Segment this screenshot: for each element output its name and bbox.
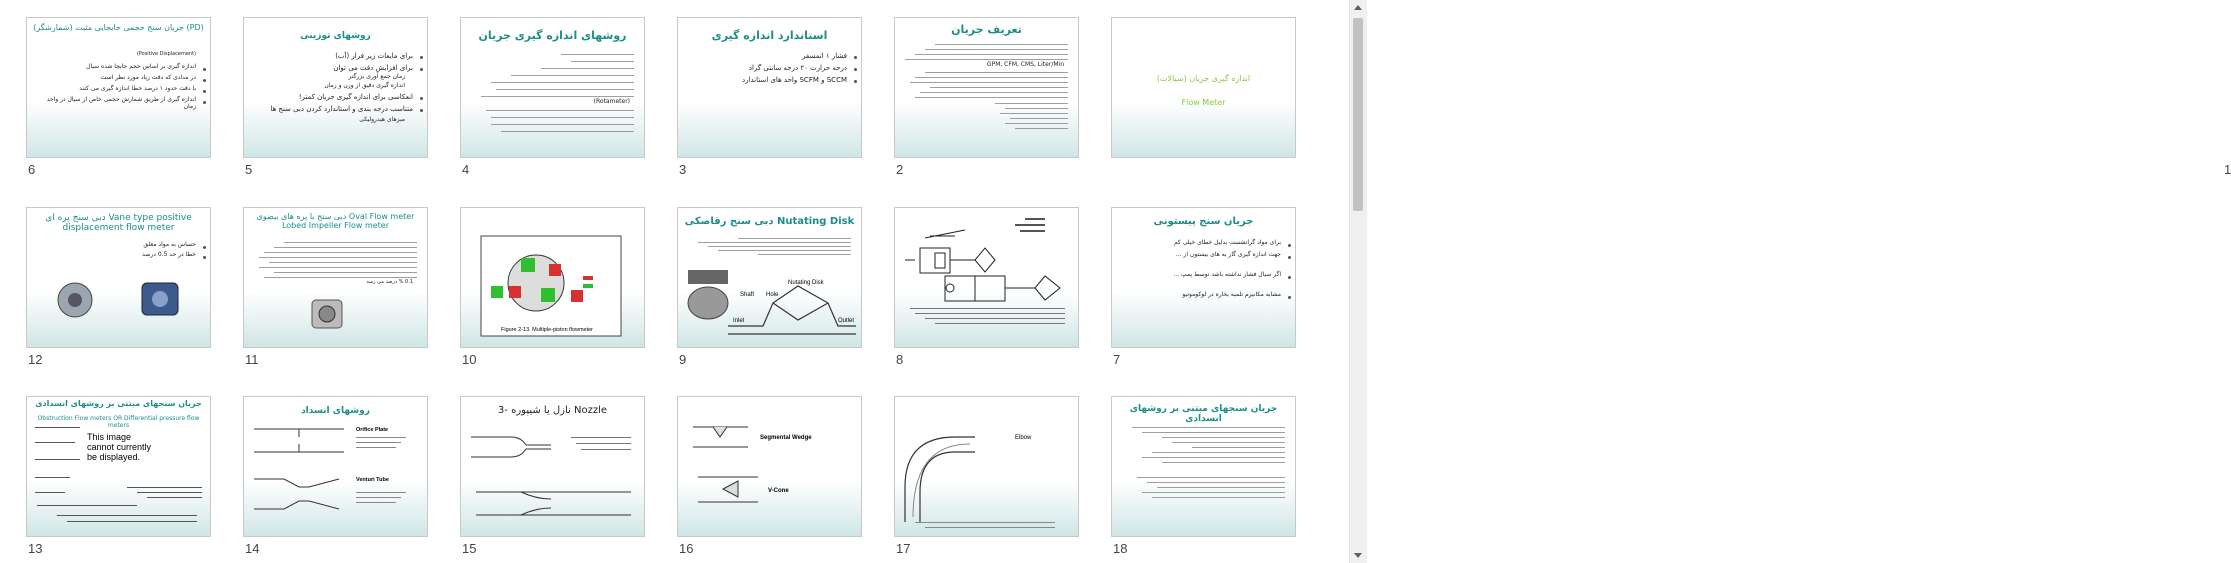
slide-thumbnail[interactable]: [1111, 396, 1296, 537]
multi-piston-diagram: [461, 208, 644, 347]
missing-image-placeholder: This image cannot currently be displayed.: [87, 432, 152, 462]
svg-text:Inlet: Inlet: [733, 318, 745, 324]
slide-title: جریان سنج حجمی جابجایی مثبت (شمارشگر) (PD): [33, 23, 204, 32]
svg-text:Nutating Disk: Nutating Disk: [788, 280, 824, 286]
piston-diagram: [895, 208, 1078, 347]
svg-text:Segmental Wedge: Segmental Wedge: [760, 435, 812, 441]
slide-number: 6: [28, 162, 36, 177]
slide-thumbnail[interactable]: دبی سنج با پره های بیضوی Oval Flow meter Lobed Impeller Flow meter 0.1 % درصد می رسد: [243, 207, 428, 348]
slide-12[interactable]: [26, 207, 211, 367]
nutating-disk-diagram: [678, 208, 861, 347]
equation-block: [27, 397, 210, 536]
svg-text:Outlet: Outlet: [838, 318, 855, 324]
slide-4[interactable]: [460, 17, 645, 177]
slide-9[interactable]: [677, 207, 862, 367]
slide-number: 13: [28, 541, 43, 556]
slide-title: 3- نازل یا شیپوره Nozzle: [497, 405, 608, 416]
slide-5[interactable]: [243, 17, 428, 177]
svg-text:Hole: Hole: [766, 292, 779, 298]
slide-number: 7: [1113, 352, 1121, 367]
svg-text:Venturi Tube: Venturi Tube: [356, 477, 389, 483]
slide-number: 10: [462, 352, 477, 367]
slide-6[interactable]: [26, 17, 211, 177]
slide-7[interactable]: [1111, 207, 1296, 367]
slide-2[interactable]: [894, 17, 1079, 177]
svg-text:V-Cone: V-Cone: [768, 488, 789, 494]
slide-title: روشهای توزینی: [300, 31, 371, 41]
slide-number: 9: [679, 352, 687, 367]
slide-number: 12: [28, 352, 43, 367]
slide-17[interactable]: [894, 396, 1079, 556]
svg-text:Figure 2-13. Multiple-piston f: Figure 2-13. Multiple-piston flowmeter: [501, 327, 594, 333]
svg-text:Shaft: Shaft: [740, 292, 755, 298]
slide-subtitle: Obstruction Flow meters OR Differential pressure flow meters: [37, 415, 200, 429]
slide-10[interactable]: [460, 207, 645, 367]
slide-title: روشهای انسداد: [301, 406, 370, 416]
slide-thumbnail[interactable]: [460, 207, 645, 348]
slide-thumbnail[interactable]: [677, 207, 862, 348]
slide-title: روشهای اندازه گیری جریان: [478, 29, 627, 42]
slide-number: 15: [462, 541, 477, 556]
slide-title: جریان سنجهای مبتنی بر روشهای انسدادی: [35, 399, 202, 408]
obstruction-diagrams: [244, 397, 427, 536]
slide-title: دبی سنج رقاصکی Nutating Disk: [684, 216, 855, 227]
slide-thumbnail[interactable]: جریان سنج پیستونی برای مواد گرانشست بدلیل خطای خیلی کم جهت اندازه گیری گاز به های بیستون از ... اگر سیال فشار نداشته باشد توسط پمپ ... مشابه مکانیزم تلمبه بخاره در لوکوموتیو: [1111, 207, 1296, 348]
slide-thumbnail[interactable]: دبی سنج پره ای Vane type positive displacement flow meter حساس به مواد معلق خطا در حد 0.5 درصد: [26, 207, 211, 348]
slide-number: 11: [245, 352, 259, 367]
slide-15[interactable]: [460, 396, 645, 556]
slide-thumbnail[interactable]: جریان سنج حجمی جابجایی مثبت (شمارشگر) (PD) (Positive Displacement) اندازه گیری بر اساس حجم جابجا شده سیال در مدادی که دقت زیاد مورد نظر است با دقت حدود ۱ درصد خطا اندازه گیری می کنند اندازه گیری از طریق شمارش حجمی خاص از سیال در واحد زمان: [26, 17, 211, 158]
slide-title: جریان سنج پیستونی: [1153, 216, 1254, 227]
slide-title: دبی سنج با پره های بیضوی Oval Flow meter Lobed Impeller Flow meter: [256, 212, 415, 230]
slide-thumbnail[interactable]: [26, 396, 211, 537]
svg-text:Elbow: Elbow: [1015, 435, 1032, 441]
slide-18[interactable]: [26, 396, 211, 556]
slide-thumbnail[interactable]: [1111, 17, 1296, 158]
slide-thumbnail[interactable]: روشهای اندازه گیری جریان (Rotameter): [460, 17, 645, 158]
elbow-meter-diagram: [895, 397, 1078, 536]
oval-meter-photo: [244, 208, 427, 347]
slide-number: 18: [1113, 541, 1128, 556]
slide-8[interactable]: [894, 207, 1079, 367]
slide-11[interactable]: [243, 207, 428, 367]
vertical-scrollbar[interactable]: [1349, 0, 1367, 563]
slide-number: 16: [679, 541, 694, 556]
slide-title: اندازه گیری جریان (سیالات): [1156, 74, 1251, 83]
slide-number: 5: [245, 162, 253, 177]
slide-subtitle: Flow Meter: [1181, 98, 1226, 107]
slide-thumbnail[interactable]: تعریف جریان GPM, CFM, CMS, Liter/Min: [894, 17, 1079, 158]
slide-14[interactable]: [243, 396, 428, 556]
nozzle-diagram: [461, 397, 644, 536]
slide-16[interactable]: [677, 396, 862, 556]
slide-number: 3: [679, 162, 687, 177]
scrollbar-thumb[interactable]: [1353, 18, 1363, 211]
slide-3[interactable]: [677, 17, 862, 177]
slide-title: استاندارد اندازه گیری: [711, 29, 828, 42]
slide-1[interactable]: [1111, 17, 2231, 177]
slide-thumbnail[interactable]: [460, 396, 645, 537]
slide-thumbnail[interactable]: [894, 207, 1079, 348]
slide-thumbnail[interactable]: استاندارد اندازه گیری فشار ۱ اتمسفر درجه حرارت ۲۰ درجه سانتی گراد SCCM و SCFM واحد های استاندارد: [677, 17, 862, 158]
slide-number: 2: [896, 162, 904, 177]
vane-meter-photos: [27, 208, 210, 347]
scroll-up-arrow-icon[interactable]: [1354, 5, 1362, 10]
slide-number: 4: [462, 162, 470, 177]
slide-title: دبی سنج پره ای Vane type positive displacement flow meter: [45, 213, 192, 233]
slide-title: تعریف جریان: [951, 23, 1022, 36]
slide-number: 8: [896, 352, 904, 367]
slide-thumbnail[interactable]: [677, 396, 862, 537]
slide-number: 1: [2224, 162, 2231, 177]
slide-number: 17: [896, 541, 911, 556]
slide-thumbnail[interactable]: [894, 396, 1079, 537]
slide-title: جریان سنجهای مبتنی بر روشهای انسدادی: [1129, 404, 1278, 424]
slide-thumbnail[interactable]: [243, 396, 428, 537]
slide-thumbnail[interactable]: روشهای توزینی برای مایعات زیر فرار (آب) برای افزایش دقت می توان زمان جمع آوری بزرگتر اندازه گیری دقیق از وزن و زمان انعکاسی برای اندازه گیری جریان کمتر! متناسب درجه بندی و استاندارد کردن دبی سنج ها مبزهای هیدرولیکی: [243, 17, 428, 158]
scroll-down-arrow-icon[interactable]: [1354, 553, 1362, 558]
slide-13[interactable]: [1111, 396, 1296, 556]
wedge-vcone-diagram: [678, 397, 861, 536]
svg-text:Orifice Plate: Orifice Plate: [356, 427, 389, 433]
slide-number: 14: [245, 541, 260, 556]
